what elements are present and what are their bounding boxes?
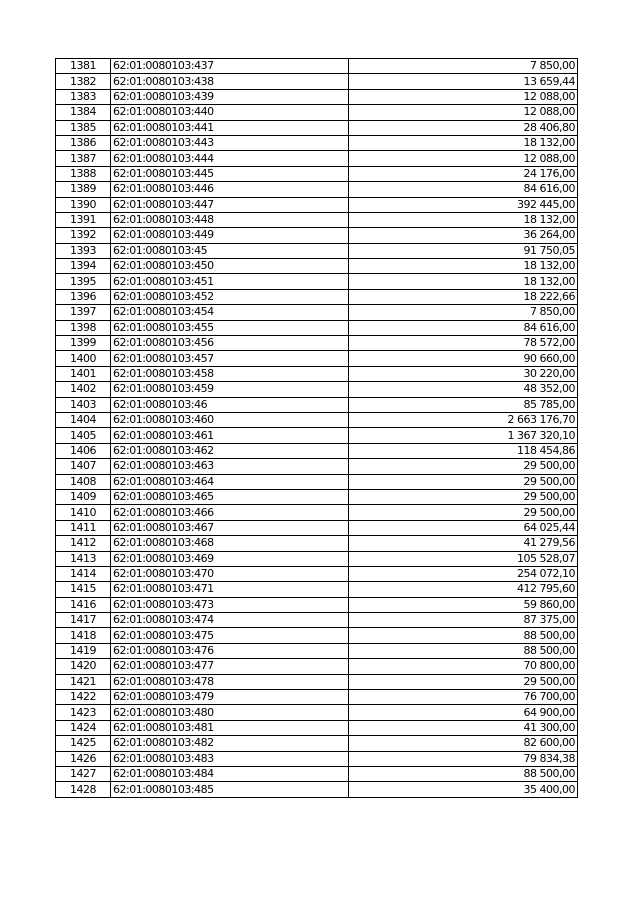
cadastral-number-cell: 62:01:0080103:457 (111, 351, 349, 366)
row-number-cell: 1385 (56, 120, 111, 135)
cadastral-number-cell: 62:01:0080103:466 (111, 505, 349, 520)
cadastral-number-cell: 62:01:0080103:458 (111, 366, 349, 381)
value-cell: 18 132,00 (349, 274, 578, 289)
cadastral-number-cell: 62:01:0080103:468 (111, 536, 349, 551)
value-cell: 2 663 176,70 (349, 412, 578, 427)
row-number-cell: 1425 (56, 736, 111, 751)
table-row (56, 351, 578, 366)
cadastral-number-cell: 62:01:0080103:485 (111, 782, 349, 797)
value-cell: 392 445,00 (349, 197, 578, 212)
cadastral-number-cell: 62:01:0080103:440 (111, 105, 349, 120)
cadastral-number-cell: 62:01:0080103:456 (111, 336, 349, 351)
value-cell: 13 659,44 (349, 74, 578, 89)
table-row (56, 459, 578, 474)
row-number-cell: 1406 (56, 443, 111, 458)
cadastral-number-cell: 62:01:0080103:476 (111, 643, 349, 658)
table-row (56, 536, 578, 551)
table-row (56, 705, 578, 720)
table-row (56, 659, 578, 674)
row-number-cell: 1391 (56, 212, 111, 227)
table-row (56, 274, 578, 289)
row-number-cell: 1404 (56, 412, 111, 427)
row-number-cell: 1417 (56, 613, 111, 628)
table-row (56, 643, 578, 658)
value-cell: 64 025,44 (349, 520, 578, 535)
value-cell: 90 660,00 (349, 351, 578, 366)
row-number-cell: 1405 (56, 428, 111, 443)
cadastral-number-cell: 62:01:0080103:441 (111, 120, 349, 135)
row-number-cell: 1414 (56, 566, 111, 581)
cadastral-number-cell: 62:01:0080103:467 (111, 520, 349, 535)
table-row (56, 74, 578, 89)
table-row (56, 412, 578, 427)
value-cell: 254 072,10 (349, 566, 578, 581)
value-cell: 76 700,00 (349, 690, 578, 705)
row-number-cell: 1397 (56, 305, 111, 320)
table-row (56, 182, 578, 197)
cadastral-number-cell: 62:01:0080103:451 (111, 274, 349, 289)
cadastral-number-cell: 62:01:0080103:479 (111, 690, 349, 705)
table-row (56, 736, 578, 751)
cadastral-number-cell: 62:01:0080103:471 (111, 582, 349, 597)
row-number-cell: 1388 (56, 166, 111, 181)
row-number-cell: 1416 (56, 597, 111, 612)
row-number-cell: 1400 (56, 351, 111, 366)
table-row (56, 489, 578, 504)
cadastral-number-cell: 62:01:0080103:477 (111, 659, 349, 674)
row-number-cell: 1399 (56, 336, 111, 351)
value-cell: 24 176,00 (349, 166, 578, 181)
value-cell: 91 750,05 (349, 243, 578, 258)
cadastral-number-cell: 62:01:0080103:452 (111, 289, 349, 304)
row-number-cell: 1403 (56, 397, 111, 412)
row-number-cell: 1412 (56, 536, 111, 551)
table-row (56, 336, 578, 351)
row-number-cell: 1383 (56, 89, 111, 104)
value-cell: 84 616,00 (349, 320, 578, 335)
cadastral-number-cell: 62:01:0080103:455 (111, 320, 349, 335)
row-number-cell: 1411 (56, 520, 111, 535)
value-cell: 28 406,80 (349, 120, 578, 135)
table-row (56, 105, 578, 120)
cadastral-number-cell: 62:01:0080103:438 (111, 74, 349, 89)
table-row (56, 520, 578, 535)
row-number-cell: 1393 (56, 243, 111, 258)
value-cell: 12 088,00 (349, 151, 578, 166)
table-row (56, 289, 578, 304)
row-number-cell: 1390 (56, 197, 111, 212)
cadastral-number-cell: 62:01:0080103:463 (111, 459, 349, 474)
value-cell: 118 454,86 (349, 443, 578, 458)
value-cell: 78 572,00 (349, 336, 578, 351)
cadastral-number-cell: 62:01:0080103:461 (111, 428, 349, 443)
cadastral-number-cell: 62:01:0080103:45 (111, 243, 349, 258)
row-number-cell: 1398 (56, 320, 111, 335)
table-row (56, 428, 578, 443)
row-number-cell: 1396 (56, 289, 111, 304)
row-number-cell: 1394 (56, 259, 111, 274)
cadastral-number-cell: 62:01:0080103:484 (111, 766, 349, 781)
value-cell: 48 352,00 (349, 382, 578, 397)
table-row (56, 674, 578, 689)
value-cell: 59 860,00 (349, 597, 578, 612)
table-row (56, 305, 578, 320)
table-row (56, 443, 578, 458)
cadastral-number-cell: 62:01:0080103:478 (111, 674, 349, 689)
table-row (56, 320, 578, 335)
value-cell: 412 795,60 (349, 582, 578, 597)
row-number-cell: 1384 (56, 105, 111, 120)
table-row (56, 120, 578, 135)
table-row (56, 566, 578, 581)
row-number-cell: 1419 (56, 643, 111, 658)
cadastral-number-cell: 62:01:0080103:474 (111, 613, 349, 628)
cadastral-number-cell: 62:01:0080103:470 (111, 566, 349, 581)
row-number-cell: 1386 (56, 135, 111, 150)
row-number-cell: 1428 (56, 782, 111, 797)
row-number-cell: 1389 (56, 182, 111, 197)
cadastral-number-cell: 62:01:0080103:447 (111, 197, 349, 212)
value-cell: 82 600,00 (349, 736, 578, 751)
cadastral-number-cell: 62:01:0080103:445 (111, 166, 349, 181)
cadastral-number-cell: 62:01:0080103:480 (111, 705, 349, 720)
cadastral-number-cell: 62:01:0080103:483 (111, 751, 349, 766)
row-number-cell: 1420 (56, 659, 111, 674)
cadastral-number-cell: 62:01:0080103:454 (111, 305, 349, 320)
row-number-cell: 1410 (56, 505, 111, 520)
table-row (56, 766, 578, 781)
value-cell: 79 834,38 (349, 751, 578, 766)
cadastral-number-cell: 62:01:0080103:449 (111, 228, 349, 243)
cadastral-value-table (55, 58, 578, 798)
value-cell: 36 264,00 (349, 228, 578, 243)
cadastral-number-cell: 62:01:0080103:465 (111, 489, 349, 504)
value-cell: 1 367 320,10 (349, 428, 578, 443)
row-number-cell: 1408 (56, 474, 111, 489)
value-cell: 88 500,00 (349, 766, 578, 781)
row-number-cell: 1387 (56, 151, 111, 166)
value-cell: 18 222,66 (349, 289, 578, 304)
cadastral-number-cell: 62:01:0080103:46 (111, 397, 349, 412)
table-row (56, 582, 578, 597)
cadastral-number-cell: 62:01:0080103:450 (111, 259, 349, 274)
row-number-cell: 1426 (56, 751, 111, 766)
row-number-cell: 1392 (56, 228, 111, 243)
table-row (56, 597, 578, 612)
row-number-cell: 1415 (56, 582, 111, 597)
value-cell: 88 500,00 (349, 643, 578, 658)
row-number-cell: 1424 (56, 720, 111, 735)
value-cell: 85 785,00 (349, 397, 578, 412)
table-row (56, 782, 578, 797)
cadastral-number-cell: 62:01:0080103:475 (111, 628, 349, 643)
value-cell: 12 088,00 (349, 89, 578, 104)
table-row (56, 474, 578, 489)
value-cell: 7 850,00 (349, 305, 578, 320)
row-number-cell: 1382 (56, 74, 111, 89)
table-row (56, 151, 578, 166)
value-cell: 88 500,00 (349, 628, 578, 643)
value-cell: 29 500,00 (349, 474, 578, 489)
cadastral-number-cell: 62:01:0080103:481 (111, 720, 349, 735)
value-cell: 29 500,00 (349, 674, 578, 689)
row-number-cell: 1413 (56, 551, 111, 566)
table-row (56, 59, 578, 74)
table-row (56, 551, 578, 566)
table-row (56, 228, 578, 243)
cadastral-number-cell: 62:01:0080103:464 (111, 474, 349, 489)
value-cell: 12 088,00 (349, 105, 578, 120)
row-number-cell: 1427 (56, 766, 111, 781)
row-number-cell: 1381 (56, 59, 111, 74)
cadastral-number-cell: 62:01:0080103:437 (111, 59, 349, 74)
row-number-cell: 1423 (56, 705, 111, 720)
value-cell: 29 500,00 (349, 505, 578, 520)
row-number-cell: 1402 (56, 382, 111, 397)
cadastral-number-cell: 62:01:0080103:462 (111, 443, 349, 458)
cadastral-number-cell: 62:01:0080103:482 (111, 736, 349, 751)
cadastral-number-cell: 62:01:0080103:473 (111, 597, 349, 612)
cadastral-number-cell: 62:01:0080103:446 (111, 182, 349, 197)
cadastral-number-cell: 62:01:0080103:439 (111, 89, 349, 104)
table-row (56, 720, 578, 735)
value-cell: 29 500,00 (349, 459, 578, 474)
table-row (56, 505, 578, 520)
row-number-cell: 1422 (56, 690, 111, 705)
row-number-cell: 1401 (56, 366, 111, 381)
table-row (56, 166, 578, 181)
table-body (56, 59, 578, 798)
row-number-cell: 1409 (56, 489, 111, 504)
value-cell: 70 800,00 (349, 659, 578, 674)
table-row (56, 259, 578, 274)
row-number-cell: 1418 (56, 628, 111, 643)
value-cell: 7 850,00 (349, 59, 578, 74)
table-row (56, 397, 578, 412)
value-cell: 30 220,00 (349, 366, 578, 381)
value-cell: 87 375,00 (349, 613, 578, 628)
cadastral-number-cell: 62:01:0080103:459 (111, 382, 349, 397)
cadastral-number-cell: 62:01:0080103:444 (111, 151, 349, 166)
value-cell: 35 400,00 (349, 782, 578, 797)
table-row (56, 628, 578, 643)
table-row (56, 243, 578, 258)
value-cell: 29 500,00 (349, 489, 578, 504)
value-cell: 105 528,07 (349, 551, 578, 566)
table-row (56, 212, 578, 227)
value-cell: 41 279,56 (349, 536, 578, 551)
table-row (56, 366, 578, 381)
value-cell: 41 300,00 (349, 720, 578, 735)
row-number-cell: 1395 (56, 274, 111, 289)
cadastral-number-cell: 62:01:0080103:469 (111, 551, 349, 566)
row-number-cell: 1407 (56, 459, 111, 474)
cadastral-number-cell: 62:01:0080103:460 (111, 412, 349, 427)
value-cell: 18 132,00 (349, 212, 578, 227)
cadastral-number-cell: 62:01:0080103:448 (111, 212, 349, 227)
table-row (56, 613, 578, 628)
table-row (56, 751, 578, 766)
table-row (56, 382, 578, 397)
table-row (56, 89, 578, 104)
table-row (56, 135, 578, 150)
table-row (56, 197, 578, 212)
value-cell: 64 900,00 (349, 705, 578, 720)
table-row (56, 690, 578, 705)
cadastral-number-cell: 62:01:0080103:443 (111, 135, 349, 150)
value-cell: 84 616,00 (349, 182, 578, 197)
value-cell: 18 132,00 (349, 259, 578, 274)
value-cell: 18 132,00 (349, 135, 578, 150)
row-number-cell: 1421 (56, 674, 111, 689)
